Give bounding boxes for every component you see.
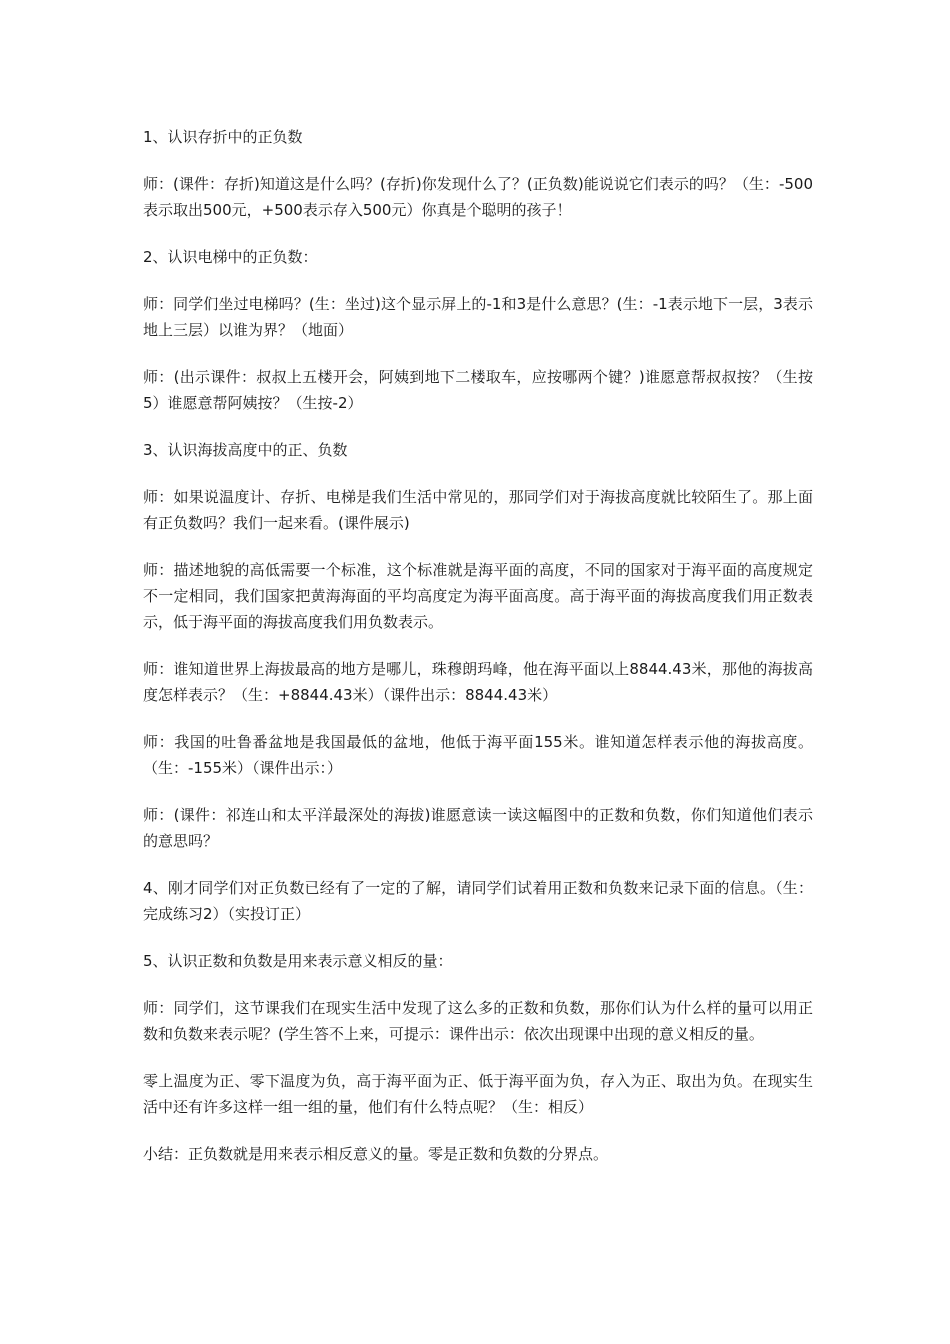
- paragraph: 师：我国的吐鲁番盆地是我国最低的盆地，他低于海平面155米。谁知道怎样表示他的海拔高度。（生：-155米）（课件出示：）: [143, 733, 813, 777]
- paragraph: 师：如果说温度计、存折、电梯是我们生活中常见的，那同学们对于海拔高度就比较陌生了。那上面有正负数吗？我们一起来看。(课件展示): [143, 488, 813, 532]
- section-heading-3: 3、认识海拔高度中的正、负数: [143, 441, 348, 459]
- summary-paragraph: 小结：正负数就是用来表示相反意义的量。零是正数和负数的分界点。: [143, 1145, 609, 1163]
- section-heading-2: 2、认识电梯中的正负数：: [143, 248, 318, 266]
- section-heading-5: 5、认识正数和负数是用来表示意义相反的量：: [143, 952, 453, 970]
- paragraph: 师：谁知道世界上海拔最高的地方是哪儿，珠穆朗玛峰，他在海平面以上8844.43米，那他的海拔高度怎样表示？（生：+8844.43米）（课件出示：8844.43米）: [143, 660, 813, 704]
- section-heading-1: 1、认识存折中的正负数: [143, 128, 303, 146]
- paragraph: 师：(课件：祁连山和太平洋最深处的海拔)谁愿意读一读这幅图中的正数和负数，你们知道他们表示的意思吗？: [143, 806, 813, 850]
- document-body: [143, 124, 813, 1188]
- paragraph: 师：(课件：存折)知道这是什么吗？(存折)你发现什么了？(正负数)能说说它们表示的吗？（生：-500表示取出500元，+500表示存入500元）你真是个聪明的孩子！: [143, 175, 813, 219]
- paragraph: 零上温度为正、零下温度为负，高于海平面为正、低于海平面为负，存入为正、取出为负。在现实生活中还有许多这样一组一组的量，他们有什么特点呢？（生：相反）: [143, 1072, 813, 1116]
- section-heading-4: 4、刚才同学们对正负数已经有了一定的了解，请同学们试着用正数和负数来记录下面的信息。（生：完成练习2）（实投订正）: [143, 879, 813, 923]
- paragraph: 师：同学们，这节课我们在现实生活中发现了这么多的正数和负数，那你们认为什么样的量可以用正数和负数来表示呢？(学生答不上来，可提示：课件出示：依次出现课中出现的意义相反的量。: [143, 999, 813, 1043]
- paragraph: 师：(出示课件：叔叔上五楼开会，阿姨到地下二楼取车，应按哪两个键？)谁愿意帮叔叔按？（生按5）谁愿意帮阿姨按？（生按-2）: [143, 368, 813, 412]
- paragraph: 师：同学们坐过电梯吗？(生：坐过)这个显示屏上的-1和3是什么意思？(生：-1表示地下一层，3表示地上三层）以谁为界？（地面）: [143, 295, 813, 339]
- paragraph: 师：描述地貌的高低需要一个标准，这个标准就是海平面的高度，不同的国家对于海平面的高度规定不一定相同，我们国家把黄海海面的平均高度定为海平面高度。高于海平面的海拔高度我们用正数表示，低于海平面的海拔高度我们用负数表示。: [143, 561, 813, 631]
